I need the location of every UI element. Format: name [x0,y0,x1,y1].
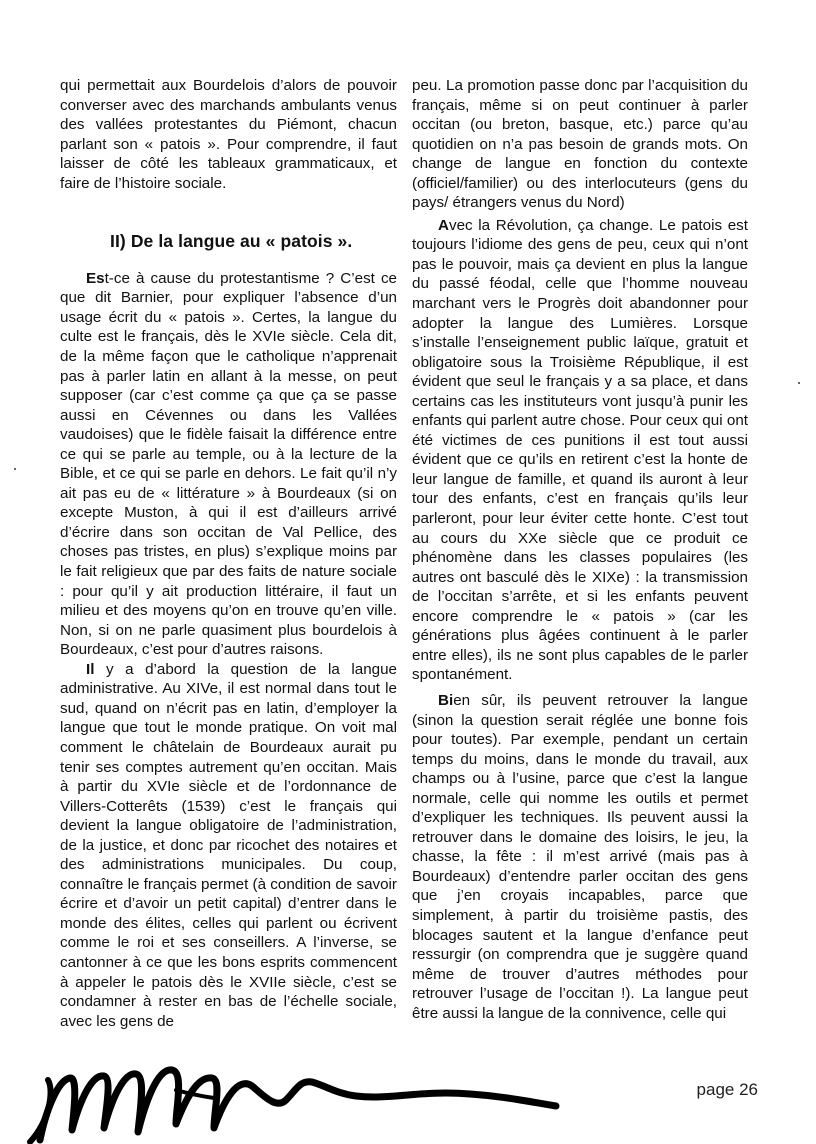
scan-speck [14,468,16,470]
paragraph [412,691,748,1023]
paragraph-initial: Es [86,269,105,287]
paragraph [60,269,397,660]
paragraph: peu. La promotion passe donc par l’acquisition du français, même si on peut continuer à parler occitan (ou breton, basque, etc.) parce qu’au quotidien on n’a pas besoin de grands mots. On change de langue en fonction du contexte (officiel/familier) ou des interlocuteurs (gens du pays/ étrangers venus du Nord) [412,77,748,212]
paragraph: qui permettait aux Bourdelois d’alors de pouvoir converser avec des marchands ambulants venus des vallées protestantes du Piémont, chacun parlant son « patois ». Pour comprendre, il faut laisser de côté les tableaux grammaticaux, et faire de l’histoire sociale. [60,77,397,192]
handwritten-scribble [0,1050,560,1144]
paragraph [412,216,748,685]
paragraph-initial: A [438,216,449,234]
paragraph-initial: Il [86,660,95,678]
paragraph-text: t-ce à cause du protestantisme ? C’est ce que dit Barnier, pour expliquer l’absence d’un usage écrit du « patois ». Certes, la langue du culte est le français, dès le XVIe siècle. Cela dit, de la même façon que le catholique n’apprenait pas à parler latin en allant à la messe, on peut supposer (car c’est comme ça que ça se passe aussi en Cévennes ou dans les Vallées vaudoises) que le fidèle faisait la différence entre ce qui se parle au temple, ou à la lecture de la Bible, et ce qui se parle en dehors. Le fait qu’il n’y ait pas eu de « littérature » à Bourdeaux (si on excepte Muston, à qui il est d’ailleurs arrivé d’écrire dans son occitan de Val Pellice, des choses pas tristes, en plus) s’explique moins par le fait religieux que par des faits de nature sociale : pour qu’il y ait production littéraire, il faut un milieu et des moyens qu’on en trouve qu’en ville. Non, si on ne parle quasiment plus bourdelois à Bourdeaux, c’est pour d’autres raisons. [60,269,397,659]
paragraph [60,660,397,1031]
paragraph-text: vec la Révolution, ça change. Le patois est toujours l’idiome des gens de peu, ceux qui n’ont pas le pouvoir, mais ça devient en plus la langue du passé féodal, celle que l’homme nouveau marchant vers le Progrès doit abandonner pour adopter la langue des Lumières. Lorsque s’installe l’enseignement public laïque, gratuit et obligatoire sous la Troisième République, il est évident que seul le français y a sa place, et dans certains cas les instituteurs vont jusqu’à punir les enfants qui parlent autre chose. Pour ceux qui ont été victimes de ces punitions il est tout aussi évident que ce qu’ils en retirent c’est la honte de leur langue de famille, et quand ils auront à leur tour des enfants, c’est en français qu’ils leur parleront, pour leur éviter cette honte. C’est tout au cours du XXe siècle que ce produit ce phénomène dans les classes populaires (les autres ont basculé dès le XIXe) : la transmission de l’occitan s’arrête, et si les enfants peuvent encore comprendre le « patois » (car les générations plus âgées continuent à le parler entre elles), ils ne sont plus capables de le parler spontanément. [412,216,748,684]
section-heading: II) De la langue au « patois ». [110,231,353,252]
paragraph-initial: Bi [438,691,454,709]
page-number: page 26 [696,1080,758,1099]
left-column [60,76,397,1031]
paragraph-text: y a d’abord la question de la langue administrative. Au XIVe, il est normal dans tout le sud, quand on n’écrit pas en latin, d’employer la langue que tout le monde pratique. On voit mal comment le châtelain de Bourdeaux aurait pu tenir ses comptes autrement qu’en occitan. Mais à partir du XVIe siècle et de l’ordonnance de Villers-Cotterêts (1539) c’est le français qui devient la langue obligatoire de l’administration, de la justice, et donc par ricochet des notaires et des administrations municipales. Du coup, connaître le français permet (à condition de savoir écrire et d’avoir un petit capital) d’entrer dans le monde des élites, celles qui parlent ou écrivent comme le roi et ses conseillers. A l’inverse, se cantonner à ce que les bons esprits commencent à appeler le patois dès le XVIIe siècle, c’est se condamner à rester en bas de l’échelle sociale, avec les gens de [60,660,397,1030]
right-column [412,76,748,1023]
scan-speck [798,382,800,384]
paragraph-text: en sûr, ils peuvent retrouver la langue (sinon la question serait réglée une bonne fois pour toutes). Par exemple, pendant un certain temps du moins, dans le monde du travail, aux champs ou à l’usine, parce que c’est la langue normale, celle qui nomme les outils et permet d’expliquer les techniques. Ils peuvent aussi la retrouver dans le domaine des loisirs, le jeu, la chasse, la fête : il m’est arrivé (mais pas à Bourdeaux) d’entendre parler occitan des gens que j’en croyais incapables, parce que simplement, à partir du troisième pastis, des blocages sautent et la langue d’enfance peut ressurgir (on comprendra que je suggère quand même de trouver d’autres méthodes pour retrouver l’usage de l’occitan !). La langue peut être aussi la langue de la connivence, celle qui [412,691,748,1022]
